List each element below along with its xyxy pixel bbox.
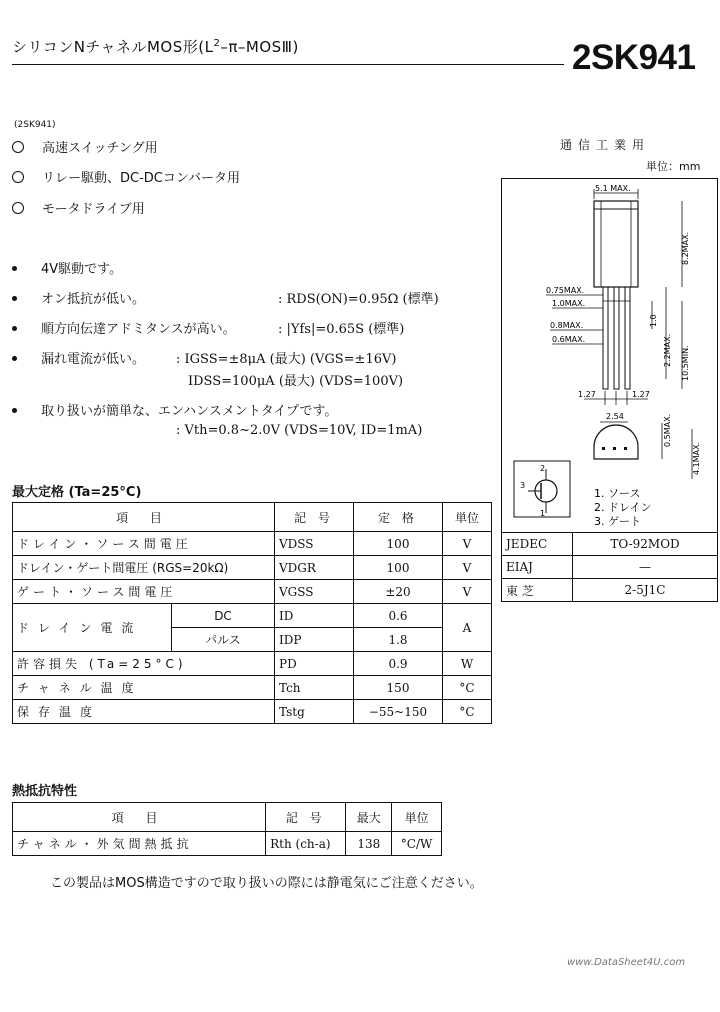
- bullet-icon: [12, 296, 17, 301]
- table-row: 保存温度 Tstg −55~150 °C: [13, 700, 492, 724]
- max-ratings-table: [12, 502, 492, 724]
- table-row: ゲート・ソース間電圧 VGSS ±20 V: [13, 580, 492, 604]
- table-row: JEDEC TO-92MOD: [502, 533, 718, 556]
- pin-label: 2. ドレイン: [594, 501, 652, 514]
- dim-label: 1.0: [649, 314, 658, 327]
- feature-spec: : RDS(ON)=0.95Ω (標準): [278, 292, 439, 307]
- watermark: www.DataSheet4U.com: [567, 957, 686, 968]
- dim-label: 0.8MAX.: [550, 321, 584, 330]
- title-jp: シリコンNチャネルMOS形$(L^2-\pi-MOSⅢ)$: [12, 38, 299, 56]
- table-row: 許容損失 (Ta=25°C) PD 0.9 W: [13, 652, 492, 676]
- table-row: ドレイン・ゲート間電圧 (RGS=20kΩ) VDGR 100 V: [13, 556, 492, 580]
- table-row: パルス IDP 1.8: [13, 628, 492, 652]
- circle-icon: [12, 171, 24, 183]
- header-rule: [12, 64, 564, 65]
- table-row: チャネル温度 Tch 150 °C: [13, 676, 492, 700]
- app-item: モータドライブ用: [12, 198, 145, 217]
- package-standard-table: [501, 532, 718, 602]
- thermal-table: [12, 802, 442, 856]
- part-number: 2SK941: [572, 38, 696, 77]
- footnote: この製品はMOS構造ですので取り扱いの際には静電気にご注意ください。: [50, 876, 483, 891]
- bullet-icon: [12, 266, 17, 271]
- unit-label: 単位：mm: [646, 160, 701, 173]
- table-row: ドレイン電流 DC ID 0.6 A: [13, 604, 492, 628]
- pin-label: 3. ゲート: [594, 515, 641, 528]
- usage-label: 通信工業用: [560, 138, 651, 152]
- table-header-row: 項 目 記 号 定 格 単位: [13, 503, 492, 532]
- dim-label: 2.54: [606, 412, 624, 421]
- pin-number: 3: [520, 481, 526, 490]
- dim-label: 1.27: [578, 390, 596, 399]
- pin-label: 1. ソース: [594, 487, 641, 500]
- bullet-icon: [12, 356, 17, 361]
- pin-number: 2: [540, 464, 546, 473]
- circle-icon: [12, 202, 24, 214]
- dim-label: 1.27: [632, 390, 650, 399]
- dim-label: 1.0MAX.: [552, 299, 586, 308]
- feature-item: オン抵抗が低い。: [12, 288, 145, 307]
- app-item: リレー駆動、DC-DCコンバータ用: [12, 167, 240, 186]
- feature-item: 取り扱いが簡単な、エンハンスメントタイプです。: [12, 400, 337, 419]
- feature-spec: : IGSS=±8μA (最大) (VGS=±16V): [176, 352, 397, 367]
- table-row: EIAJ —: [502, 556, 718, 579]
- table-row: ドレイン・ソース間電圧 VDSS 100 V: [13, 532, 492, 556]
- dim-label: 5.1 MAX.: [595, 184, 631, 193]
- feature-spec: : |Yfs|=0.65S (標準): [278, 322, 405, 337]
- feature-item: 順方向伝達アドミタンスが高い。: [12, 318, 236, 337]
- circle-icon: [12, 141, 24, 153]
- table-header-row: 項 目 記 号 最大 単位: [13, 803, 442, 832]
- bullet-icon: [12, 326, 17, 331]
- dim-label: 0.6MAX.: [552, 335, 586, 344]
- dim-label: 0.5MAX.: [663, 413, 672, 447]
- table-row: 東 芝 2-5J1C: [502, 579, 718, 602]
- feature-spec: IDSS=100μA (最大) (VDS=100V): [188, 374, 404, 389]
- table-row: チャネル・外気間熱抵抗 Rth (ch-a) 138 °C/W: [13, 832, 442, 856]
- ref-label: (2SK941): [14, 120, 56, 130]
- package-drawing-box: [501, 178, 718, 533]
- dim-label: 2.2MAX.: [663, 333, 672, 367]
- dim-label: 4.1MAX.: [692, 441, 701, 475]
- feature-item: 漏れ電流が低い。: [12, 348, 145, 367]
- bullet-icon: [12, 408, 17, 413]
- thermal-title: 熱抵抗特性: [12, 784, 78, 799]
- package-outline-drawing: [502, 179, 717, 533]
- feature-item: 4V駆動です。: [12, 258, 122, 277]
- app-item: 高速スイッチング用: [12, 137, 158, 156]
- feature-spec: : Vth=0.8~2.0V (VDS=10V, ID=1mA): [176, 423, 423, 438]
- dim-label: 10.5MIN.: [681, 345, 690, 381]
- pin-number: 1: [540, 509, 546, 518]
- dim-label: 0.75MAX.: [546, 286, 585, 295]
- dim-label: 8.2MAX.: [681, 231, 690, 265]
- max-ratings-title: 最大定格 (Ta=25°C): [12, 485, 142, 500]
